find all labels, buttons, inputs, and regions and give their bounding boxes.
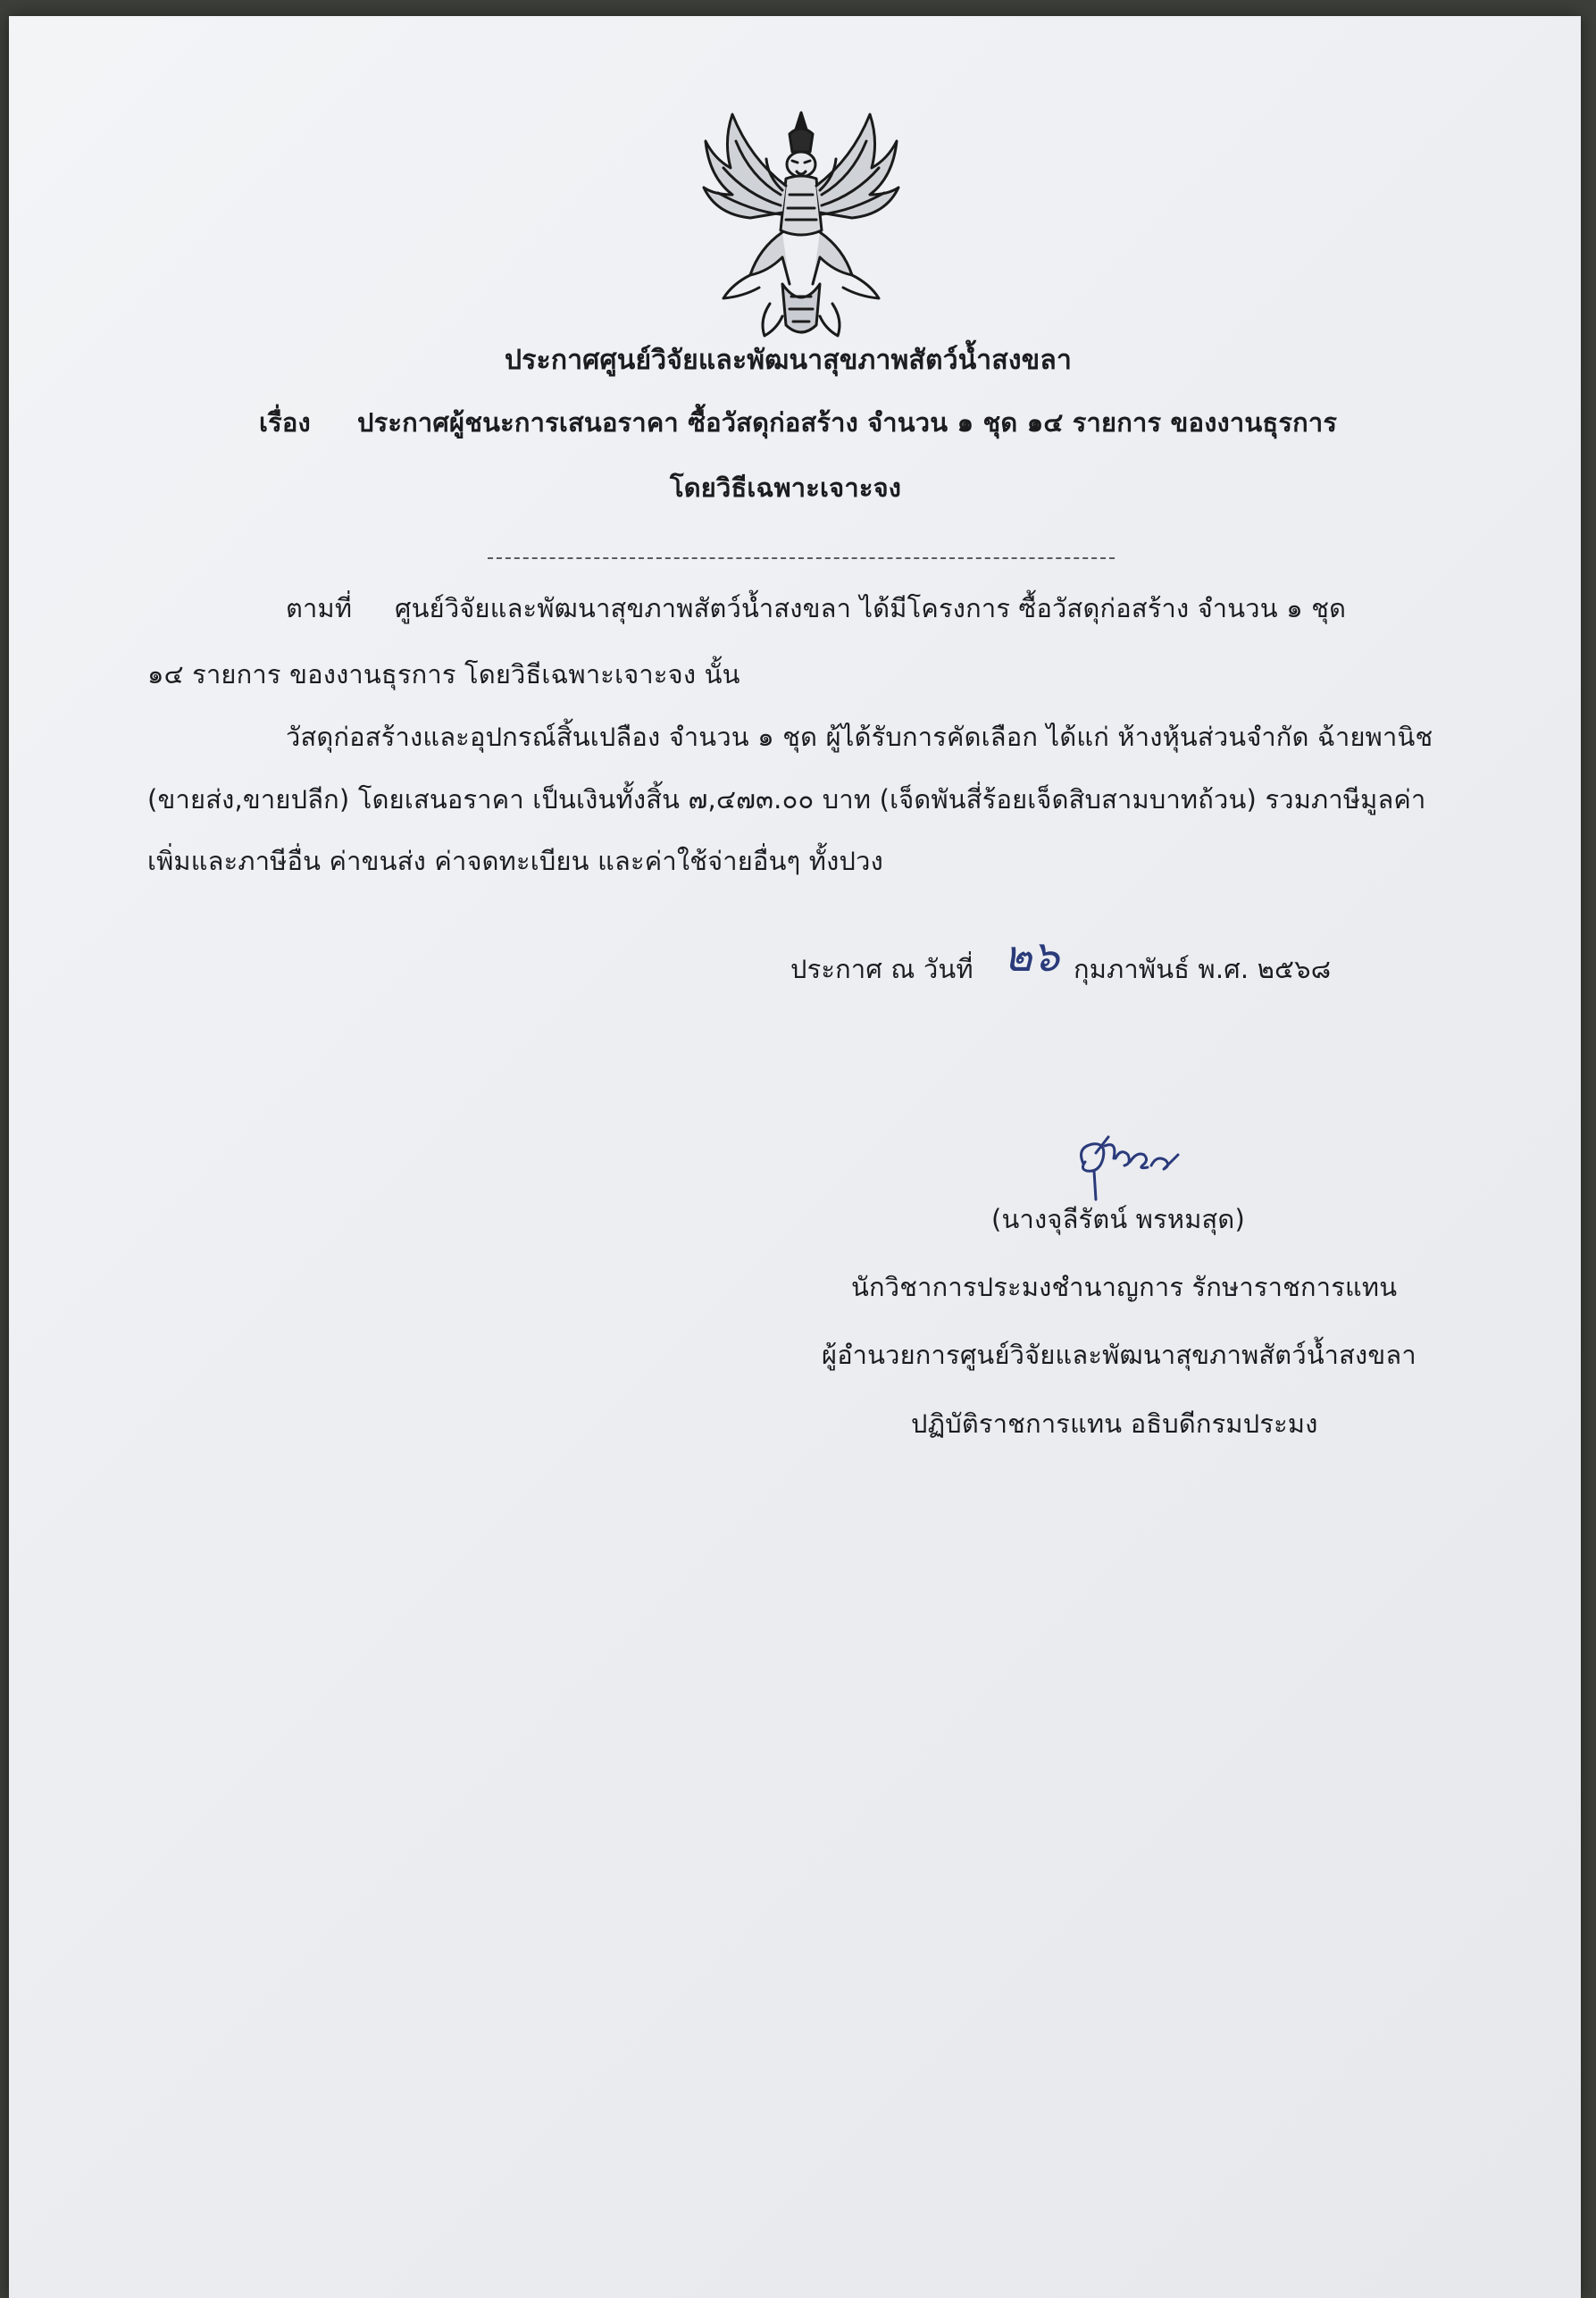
paragraph-1-line-2: ๑๔ รายการ ของงานธุรการ โดยวิธีเฉพาะเจาะจง นั้น — [147, 659, 740, 689]
garuda-emblem-icon — [697, 105, 907, 342]
document-sheet — [9, 16, 1581, 2298]
paragraph-2-line-3: เพิ่มและภาษีอื่น ค่าขนส่ง ค่าจดทะเบียน และค่าใช้จ่ายอื่นๆ ทั้งปวง — [147, 846, 883, 876]
subject-label: เรื่อง — [259, 407, 311, 438]
paragraph-2-line-2: (ขายส่ง,ขายปลีก) โดยเสนอราคา เป็นเงินทั้งสิ้น ๗,๔๗๓.๐๐ บาท (เจ็ดพันสี่ร้อยเจ็ดสิบสามบาทถ้วน) รวมภาษีมูลค่า — [147, 784, 1426, 815]
subject-line-2: โดยวิธีเฉพาะเจาะจง — [670, 472, 902, 503]
announcement-title: ประกาศศูนย์วิจัยและพัฒนาสุขภาพสัตว์น้ำสงขลา — [505, 345, 1073, 376]
signer-position-3: ปฏิบัติราชการแทน อธิบดีกรมประมง — [911, 1408, 1318, 1439]
signer-position-1: นักวิชาการประมงชำนาญการ รักษาราชการแทน — [851, 1272, 1398, 1302]
header-divider — [488, 557, 1115, 559]
signer-name: (นางจุลีรัตน์ พรหมสุด) — [991, 1204, 1245, 1234]
paragraph-1-line-1: ศูนย์วิจัยและพัฒนาสุขภาพสัตว์น้ำสงขลา ได้มีโครงการ ซื้อวัสดุก่อสร้าง จำนวน ๑ ชุด — [395, 593, 1347, 623]
signer-position-2: ผู้อำนวยการศูนย์วิจัยและพัฒนาสุขภาพสัตว์น้ำสงขลา — [822, 1340, 1416, 1370]
date-prefix: ประกาศ ณ วันที่ — [790, 954, 973, 984]
date-month-year: กุมภาพันธ์ พ.ศ. ๒๕๖๘ — [1074, 954, 1332, 984]
handwritten-signature-icon — [1067, 1128, 1192, 1208]
paragraph-1-lead: ตามที่ — [286, 593, 353, 623]
subject-line-1: ประกาศผู้ชนะการเสนอราคา ซื้อวัสดุก่อสร้าง จำนวน ๑ ชุด ๑๔ รายการ ของงานธุรการ — [357, 407, 1338, 438]
paragraph-2-line-1: วัสดุก่อสร้างและอุปกรณ์สิ้นเปลือง จำนวน ๑ ชุด ผู้ได้รับการคัดเลือก ได้แก่ ห้างหุ้นส่วนจำกัด ฉ้ายพานิช — [286, 722, 1433, 752]
date-day-handwritten: ๒๖ — [1004, 932, 1060, 982]
